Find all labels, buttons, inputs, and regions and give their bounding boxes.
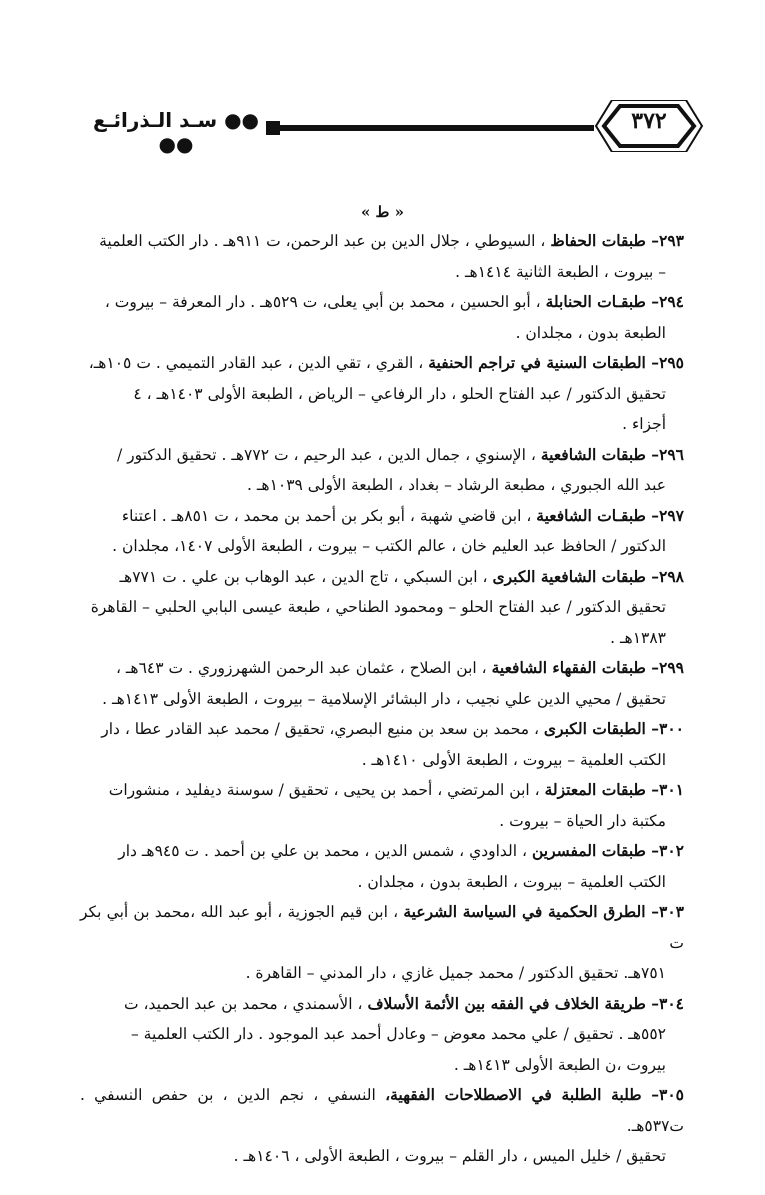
entry-text: مكتبة دار الحياة – بيروت . — [499, 811, 666, 830]
bibliography-entry — [80, 897, 684, 989]
page-header — [0, 0, 765, 190]
entry-text: تحقيق الدكتور / عبد الفتاح الحلو – ومحمود الطناحي ، طبعة عيسى البابي الحلبي – القاهرة — [90, 598, 666, 616]
entry-text: النسفي ، نجم الدين ، بن حفص النسفي . ت٥٣٧هـ. — [80, 1086, 684, 1135]
entry-text: الطبعة بدون ، مجلدان . — [515, 323, 666, 342]
bibliography-entry — [80, 653, 684, 714]
entry-title: الطرق الحكمية في السياسة الشرعية — [403, 902, 646, 921]
bibliography-entry — [80, 287, 684, 348]
bibliography-entry — [80, 226, 684, 287]
bibliography-entry — [80, 440, 684, 501]
bibliography-entry — [80, 562, 684, 654]
entry-title: الطبقات الكبرى — [543, 719, 646, 738]
entry-number: ٣٠٤– — [645, 993, 684, 1013]
entry-text: ١٣٨٣هـ . — [610, 628, 666, 647]
entry-text: الدكتور / الحافظ عبد العليم خان ، عالم الكتب – بيروت ، الطبعة الأولى ١٤٠٧، مجلدان . — [112, 537, 666, 555]
header-rule — [274, 125, 594, 131]
entry-text: ، ابن قيم الجوزية ، أبو عبد الله ،محمد بن أبي بكر ت — [80, 903, 684, 952]
entry-text: تحقيق / خليل الميس ، دار القلم – بيروت ، الطبعة الأولى ، ١٤٠٦هـ . — [233, 1147, 666, 1165]
entry-title: طلبة الطلبة في الاصطلاحات الفقهية، — [385, 1085, 642, 1104]
entry-text: ، الأسمندي ، محمد بن عبد الحميد، ت — [123, 994, 363, 1013]
entry-text: ، محمد بن سعد بن منيع البصري، تحقيق / محمد عبد القادر عطا ، دار — [101, 720, 539, 738]
bibliography-entry — [80, 989, 684, 1081]
entry-title: طبقات المفسرين — [531, 841, 646, 860]
bibliography-entry — [80, 714, 684, 775]
entry-text: ، ابن الصلاح ، عثمان عبد الرحمن الشهرزوري . ت ٦٤٣هـ ، — [115, 659, 487, 677]
entry-text: الكتب العلمية – بيروت ، الطبعة الأولى ١٤١٠هـ . — [361, 750, 666, 769]
section-letter-heading: « ط » — [360, 203, 405, 221]
entry-text: الكتب العلمية – بيروت ، الطبعة بدون ، مجلدان . — [357, 872, 666, 891]
entry-title: طبقات الشافعية — [540, 444, 646, 464]
entry-title: طبقـات الحنابلة — [545, 292, 646, 311]
entry-title: طبقات الفقهاء الشافعية — [491, 658, 646, 677]
entry-number: ٣٠٢– — [645, 841, 684, 860]
entry-text: تحقيق / محيي الدين علي نجيب ، دار البشائر الإسلامية – بيروت ، الطبعة الأولى ١٤١٣هـ . — [102, 689, 666, 708]
entry-title: الطبقات السنية في تراجم الحنفية — [428, 353, 646, 372]
entry-text: ، السيوطي ، جلال الدين بن عبد الرحمن، ت ٩١١هـ . دار الكتب العلمية — [99, 232, 546, 250]
entry-title: طبقات المعتزلة — [544, 780, 646, 799]
entry-number: ٣٠١– — [645, 780, 684, 799]
bibliography-entry — [80, 501, 684, 562]
entry-text: أجزاء . — [622, 415, 666, 433]
entry-number: ٢٩٦– — [645, 444, 684, 464]
bibliography-entry — [80, 775, 684, 836]
entry-number: ٢٩٣– — [645, 231, 684, 250]
bibliography-list — [80, 226, 684, 1172]
entry-title: طبقات الشافعية الكبرى — [492, 566, 646, 586]
entry-text: ٥٥٢هـ . تحقيق / علي محمد معوض – وعادل أحمد عبد الموجود . دار الكتب العلمية – — [130, 1025, 666, 1043]
entry-number: ٢٩٨– — [645, 566, 684, 586]
entry-text: ، الداودي ، شمس الدين ، محمد بن علي بن أحمد . ت ٩٤٥هـ دار — [118, 842, 528, 860]
entry-number: ٢٩٧– — [645, 505, 684, 525]
entry-text: بيروت ،ن الطبعة الأولى ١٤١٣هـ . — [453, 1055, 666, 1074]
entry-title: طريقة الخلاف في الفقه بين الأئمة الأسلاف — [367, 993, 646, 1013]
page-number: ٣٧٢ — [631, 108, 667, 134]
bibliography-entry — [80, 1080, 684, 1172]
running-title: ●● سـد الـذرائـع ●● — [92, 108, 259, 156]
entry-text: تحقيق الدكتور / عبد الفتاح الحلو ، دار الرفاعي – الرياض ، الطبعة الأولى ١٤٠٣هـ ، ٤ — [133, 384, 666, 403]
entry-text: – بيروت ، الطبعة الثانية ١٤١٤هـ . — [455, 262, 666, 281]
entry-text: ، ابن السبكي ، تاج الدين ، عبد الوهاب بن علي . ت ٧٧١هـ — [119, 567, 488, 586]
entry-text: ، القري ، تقي الدين ، عبد القادر التميمي . ت ١٠٥هـ، — [88, 354, 424, 372]
entry-number: ٢٩٤– — [645, 292, 684, 311]
entry-text: ، أبو الحسين ، محمد بن أبي يعلى، ت ٥٢٩هـ . دار المعرفة – بيروت ، — [104, 293, 541, 311]
entry-title: طبقـات الشافعية — [536, 505, 646, 525]
entry-number: ٢٩٩– — [645, 658, 684, 677]
entry-text: عبد الله الجبوري ، مطبعة الرشاد – بغداد ، الطبعة الأولى ١٠٣٩هـ . — [246, 476, 666, 494]
entry-text: ٧٥١هـ. تحقيق الدكتور / محمد جميل غازي ، دار المدني – القاهرة . — [245, 964, 666, 982]
entry-title: طبقات الحفاظ — [550, 231, 646, 250]
entry-text: ، الإسنوي ، جمال الدين ، عبد الرحيم ، ت ٧٧٢هـ . تحقيق الدكتور / — [116, 445, 536, 464]
entry-number: ٣٠٥– — [641, 1085, 685, 1104]
header-rule-end — [266, 121, 280, 135]
entry-text: ، ابن قاضي شهبة ، أبو بكر بن أحمد بن محمد ، ت ٨٥١هـ . اعتناء — [121, 506, 532, 525]
bibliography-entry — [80, 348, 684, 440]
entry-number: ٣٠٣– — [645, 902, 684, 921]
entry-text: ، ابن المرتضي ، أحمد بن يحيى ، تحقيق / سوسنة ديفليد ، منشورات — [108, 781, 540, 799]
entry-number: ٣٠٠– — [645, 719, 684, 738]
bibliography-entry — [80, 836, 684, 897]
entry-number: ٢٩٥– — [645, 353, 684, 372]
